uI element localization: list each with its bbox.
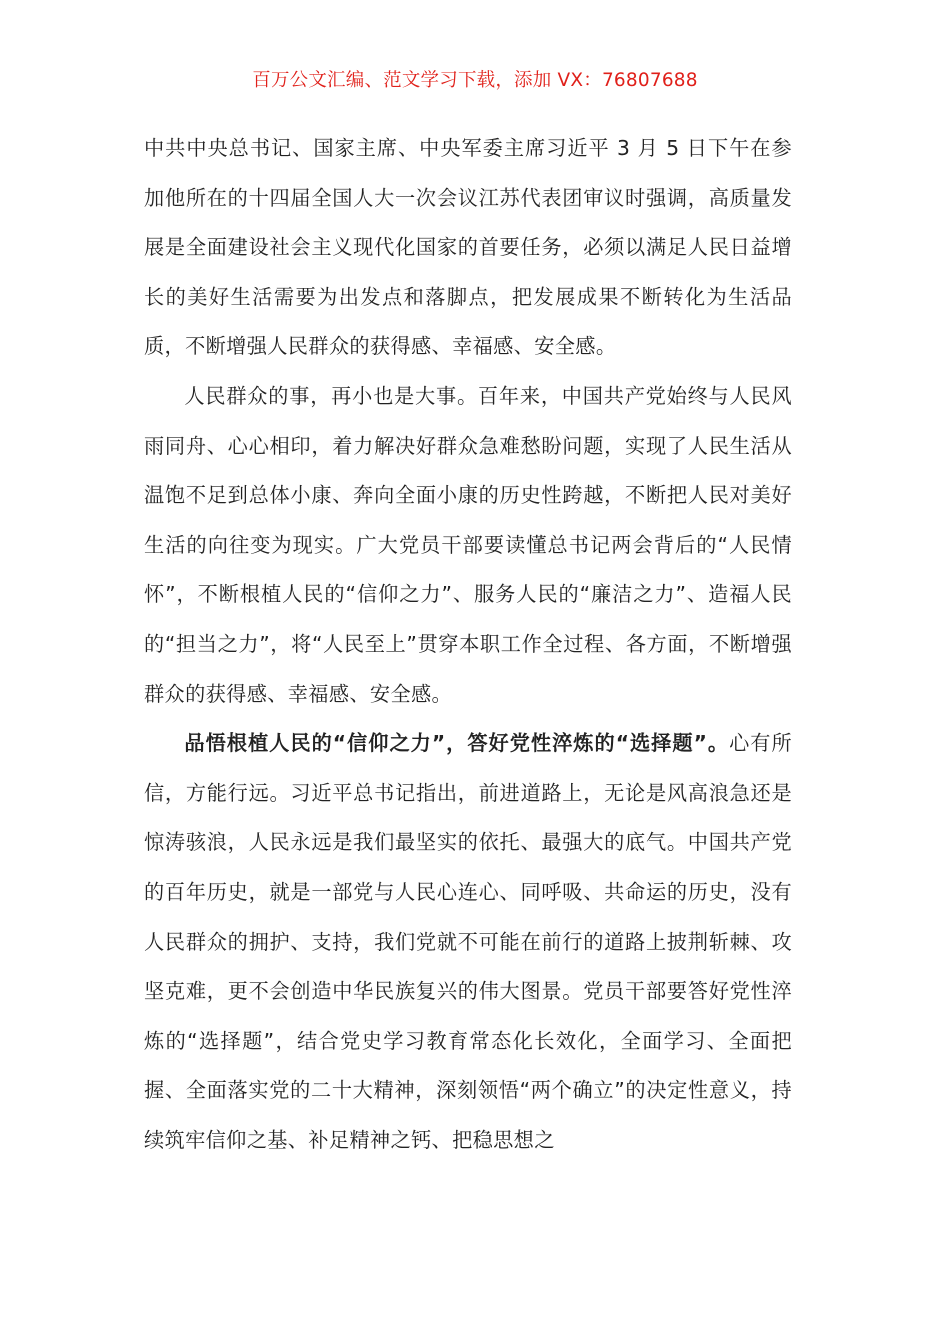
paragraph-1 [144,124,792,372]
paragraph-3-text: 心有所信，方能行远。习近平总书记指出，前进道路上，无论是风高浪急还是惊涛骇浪，人民永远是我们最坚实的依托、最强大的底气。中国共产党的百年历史，就是一部党与人民心连心、同呼吸、共命运的历史，没有人民群众的拥护、支持，我们党就不可能在前行的道路上披荆斩棘、攻坚克难，更不会创造中华民族复兴的伟大图景。党员干部要答好党性淬炼的“选择题”，结合党史学习教育常态化长效化，全面学习、全面把握、全面落实党的二十大精神，深刻领悟“两个确立”的决定性意义，持续筑牢信仰之基、补足精神之钙、把稳思想之 [144,731,792,1152]
paragraph-3 [144,719,792,1165]
article-body [144,124,792,1165]
paragraph-3-heading: 品悟根植人民的“信仰之力”，答好党性淬炼的“选择题”。 [184,731,730,756]
paragraph-2 [144,372,792,719]
download-notice-header: 百万公文汇编、范文学习下载，添加 VX：76807688 [252,70,698,91]
paragraph-2-text: 人民群众的事，再小也是大事。百年来，中国共产党始终与人民风雨同舟、心心相印，着力解决好群众急难愁盼问题，实现了人民生活从温饱不足到总体小康、奔向全面小康的历史性跨越，不断把人民对美好生活的向往变为现实。广大党员干部要读懂总书记两会背后的“人民情怀”，不断根植人民的“信仰之力”、服务人民的“廉洁之力”、造福人民的“担当之力”，将“人民至上”贯穿本职工作全过程、各方面，不断增强群众的获得感、幸福感、安全感。 [144,383,792,706]
paragraph-1-text: 中共中央总书记、国家主席、中央军委主席习近平 3 月 5 日下午在参加他所在的十四届全国人大一次会议江苏代表团审议时强调，高质量发展是全面建设社会主义现代化国家的首要任务，必须以满足人民日益增长的美好生活需要为出发点和落脚点，把发展成果不断转化为生活品质，不断增强人民群众的获得感、幸福感、安全感。 [144,136,792,359]
